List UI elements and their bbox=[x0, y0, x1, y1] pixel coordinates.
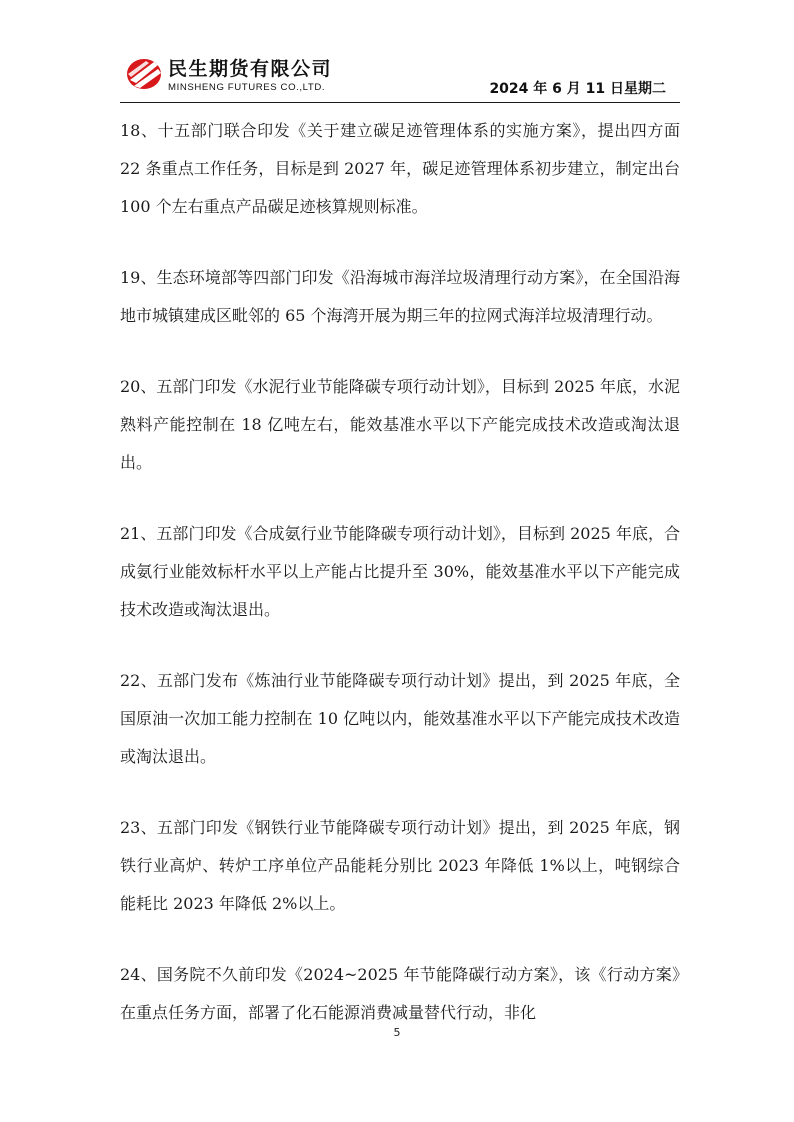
minsheng-logo-icon bbox=[124, 56, 164, 92]
page-header bbox=[120, 52, 680, 103]
paragraph-19: 19、生态环境部等四部门印发《沿海城市海洋垃圾清理行动方案》，在全国沿海地市城镇建成区毗邻的 65 个海湾开展为期三年的拉网式海洋垃圾清理行动。 bbox=[120, 268, 680, 325]
document-body bbox=[120, 112, 680, 1065]
company-name-en: MINSHENG FUTURES CO.,LTD. bbox=[168, 82, 326, 93]
paragraph-23: 23、五部门印发《钢铁行业节能降碳专项行动计划》提出，到 2025 年底，钢铁行业高炉、转炉工序单位产品能耗分别比 2023 年降低 1%以上，吨钢综合能耗比 2023 年降低 2%以上。 bbox=[120, 818, 680, 913]
paragraph-21: 21、五部门印发《合成氨行业节能降碳专项行动计划》，目标到 2025 年底，合成氨行业能效标杆水平以上产能占比提升至 30%，能效基准水平以下产能完成技术改造或淘汰退出。 bbox=[120, 524, 680, 619]
paragraph-24: 24、国务院不久前印发《2024~2025 年节能降碳行动方案》，该《行动方案》在重点任务方面，部署了化石能源消费减量替代行动，非化 bbox=[120, 965, 680, 1022]
company-name-cn: 民生期货有限公司 bbox=[168, 58, 333, 80]
paragraph-18: 18、十五部门联合印发《关于建立碳足迹管理体系的实施方案》，提出四方面 22 条重点工作任务，目标是到 2027 年，碳足迹管理体系初步建立，制定出台 100 个左右重点产品碳足迹核算规则标准。 bbox=[120, 121, 680, 216]
paragraph-22: 22、五部门发布《炼油行业节能降碳专项行动计划》提出，到 2025 年底，全国原油一次加工能力控制在 10 亿吨以内，能效基准水平以下产能完成技术改造或淘汰退出。 bbox=[120, 671, 680, 766]
paragraph-20: 20、五部门印发《水泥行业节能降碳专项行动计划》，目标到 2025 年底，水泥熟料产能控制在 18 亿吨左右，能效基准水平以下产能完成技术改造或淘汰退出。 bbox=[120, 377, 680, 472]
company-logo bbox=[124, 56, 332, 93]
report-date: 2024 年 6 月 11 日星期二 bbox=[489, 81, 666, 97]
page-number: 5 bbox=[393, 1026, 401, 1039]
